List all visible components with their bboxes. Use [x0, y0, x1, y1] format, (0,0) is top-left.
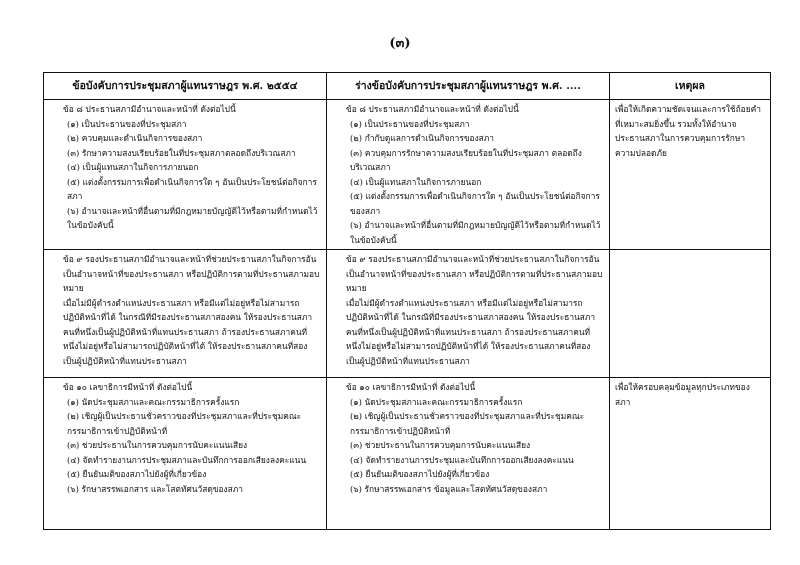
- draft-clause-cell: [327, 250, 610, 378]
- clause-item: (๔) จัดทำรายงานการประชุมสภาและบันทึกการออกเสียงลงคะแนน: [67, 454, 307, 465]
- header-reason: เหตุผล: [610, 73, 771, 100]
- table-row: [44, 100, 771, 250]
- clause-item: (๒) กำกับดูแลการดำเนินกิจการของสภา: [350, 133, 495, 143]
- current-clause-cell: [44, 100, 327, 250]
- clause-intro: ข้อ ๘ ประธานสภามีอำนาจและหน้าที่ ดังต่อไปนี้: [346, 104, 519, 114]
- clause-item: (๖) รักษาสรรพเอกสาร ข้อมูลและโสตทัศนวัสดุของสภา: [350, 483, 548, 494]
- draft-clause-cell: [327, 378, 610, 530]
- clause-item: (๓) ช่วยประธานในการควบคุมการนับคะแนนเสียง: [350, 440, 531, 450]
- header-current-regulation: ข้อบังคับการประชุมสภาผู้แทนราษฎร พ.ศ. ๒๕๕๔: [44, 73, 327, 100]
- header-row: [44, 73, 771, 100]
- current-clause-cell: [44, 250, 327, 378]
- current-clause-cell: [44, 378, 327, 530]
- clause-item: (๒) ควบคุมและดำเนินกิจการของสภา: [67, 133, 203, 143]
- clause-item: (๒) เชิญผู้เป็นประธานชั่วคราวของที่ประชุมสภาและที่ประชุมคณะกรรมาธิการเข้าปฏิบัติหน้าที่: [67, 411, 302, 436]
- header-draft-regulation: ร่างข้อบังคับการประชุมสภาผู้แทนราษฎร พ.ศ. ....: [327, 73, 610, 100]
- clause-item: (๖) อำนาจและหน้าที่อื่นตามที่มีกฎหมายบัญญัติไว้หรือตามที่กำหนดไว้ในข้อบังคับนี้: [67, 205, 318, 230]
- table-row: [44, 378, 771, 530]
- clause-item: (๓) ควบคุมการรักษาความสงบเรียบร้อยในที่ประชุมสภา ตลอดถึงบริเวณสภา: [350, 147, 582, 172]
- clause-item: (๕) ยืนยันมติของสภาไปยังผู้ที่เกี่ยวข้อง: [67, 469, 207, 479]
- clause-item: (๖) อำนาจและหน้าที่อื่นตามที่มีกฎหมายบัญญัติไว้หรือตามที่กำหนดไว้ในข้อบังคับนี้: [350, 220, 601, 245]
- clause-item: (๒) เชิญผู้เป็นประธานชั่วคราวของที่ประชุมสภาและที่ประชุมคณะกรรมาธิการเข้าปฏิบัติหน้าที่: [350, 411, 585, 436]
- reason-cell: [610, 100, 771, 250]
- clause-item: (๕) ยืนยันมติของสภาไปยังผู้ที่เกี่ยวข้อง: [350, 469, 490, 479]
- clause-intro: ข้อ ๑๐ เลขาธิการมีหน้าที่ ดังต่อไปนี้: [346, 382, 476, 392]
- clause-paragraph: เมื่อไม่มีผู้ดำรงตำแหน่งประธานสภา หรือมีแต่ไม่อยู่หรือไม่สามารถปฏิบัติหน้าที่ได้ ในกรณีที่มีรองประธานสภาสองคน ให้รองประธานสภาคนที่หนึ่งเป็นผู้ปฏิบัติหน้าที่แทนประธานสภา ถ้ารองประธานสภาคนที่หนึ่งไม่อยู่หรือไม่สามารถปฏิบัติหน้าที่ได้ ให้รองประธานสภาคนที่สองเป็นผู้ปฏิบัติหน้าที่แทนประธานสภา: [346, 297, 596, 366]
- reason-cell: [610, 378, 771, 530]
- clause-item: (๔) จัดทำรายงานการประชุมและบันทึกการออกเสียงลงคะแนน: [350, 454, 574, 465]
- draft-clause-cell: [327, 100, 610, 250]
- clause-paragraph: ข้อ ๙ รองประธานสภามีอำนาจและหน้าที่ช่วยประธานสภาในกิจการอันเป็นอำนาจหน้าที่ของประธานสภา หรือปฏิบัติการตามที่ประธานสภามอบหมาย: [346, 254, 603, 293]
- clause-item: (๓) ช่วยประธานในการควบคุมการนับคะแนนเสียง: [67, 440, 248, 450]
- clause-item: (๑) เป็นประธานของที่ประชุมสภา: [67, 118, 187, 129]
- clause-item: (๔) เป็นผู้แทนสภาในกิจการภายนอก: [350, 176, 482, 187]
- clause-intro: ข้อ ๘ ประธานสภามีอำนาจและหน้าที่ ดังต่อไปนี้: [63, 104, 236, 114]
- clause-item: (๔) เป็นผู้แทนสภาในกิจการภายนอก: [67, 162, 199, 172]
- page-number: (๓): [389, 36, 411, 51]
- clause-item: (๕) แต่งตั้งกรรมการเพื่อดำเนินกิจการใด ๆ อันเป็นประโยชน์ต่อกิจการของสภา: [350, 191, 600, 216]
- clause-paragraph: ข้อ ๙ รองประธานสภามีอำนาจและหน้าที่ช่วยประธานสภาในกิจการอันเป็นอำนาจหน้าที่ของประธานสภา หรือปฏิบัติการตามที่ประธานสภามอบหมาย: [63, 254, 320, 293]
- comparison-table: [43, 72, 771, 530]
- reason-text: เพื่อให้เกิดความชัดเจนและการใช้ถ้อยคำที่เหมาะสมยิ่งขึ้น รวมทั้งให้อำนาจประธานสภาในการควบคุมการรักษาความปลอดภัย: [615, 104, 761, 158]
- clause-item: (๖) รักษาสรรพเอกสาร และโสตทัศนวัสดุของสภา: [67, 483, 243, 494]
- clause-item: (๑) เป็นประธานของที่ประชุมสภา: [350, 118, 470, 129]
- table-row: [44, 250, 771, 378]
- clause-item: (๑) นัดประชุมสภาและคณะกรรมาธิการครั้งแรก: [67, 396, 240, 407]
- clause-item: (๓) รักษาความสงบเรียบร้อยในที่ประชุมสภาตลอดถึงบริเวณสภา: [67, 147, 296, 158]
- reason-text: เพื่อให้ครอบคลุมข้อมูลทุกประเภทของสภา: [615, 382, 750, 407]
- clause-paragraph: เมื่อไม่มีผู้ดำรงตำแหน่งประธานสภา หรือมีแต่ไม่อยู่หรือไม่สามารถปฏิบัติหน้าที่ได้ ในกรณีที่มีรองประธานสภาสองคน ให้รองประธานสภาคนที่หนึ่งเป็นผู้ปฏิบัติหน้าที่แทนประธานสภา ถ้ารองประธานสภาคนที่หนึ่งไม่อยู่หรือไม่สามารถปฏิบัติหน้าที่ได้ ให้รองประธานสภาคนที่สองเป็นผู้ปฏิบัติหน้าที่แทนประธานสภา: [63, 297, 313, 366]
- reason-cell: [610, 250, 771, 378]
- clause-item: (๕) แต่งตั้งกรรมการเพื่อดำเนินกิจการใด ๆ อันเป็นประโยชน์ต่อกิจการสภา: [67, 176, 317, 201]
- clause-item: (๑) นัดประชุมสภาและคณะกรรมาธิการครั้งแรก: [350, 396, 523, 407]
- clause-intro: ข้อ ๑๐ เลขาธิการมีหน้าที่ ดังต่อไปนี้: [63, 382, 193, 392]
